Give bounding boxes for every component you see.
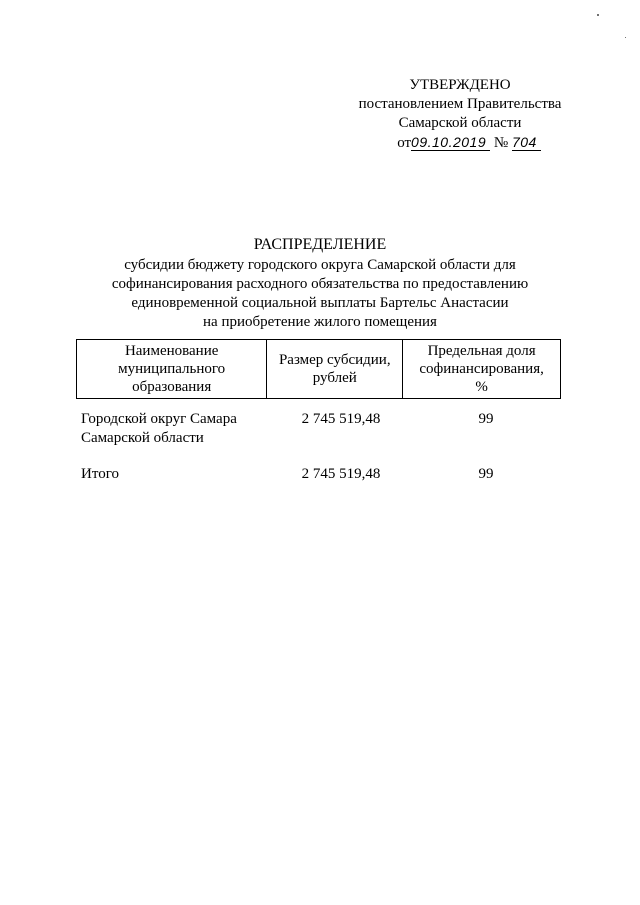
- handwritten-date: 09.10.2019: [411, 134, 490, 151]
- header-cofinancing-share: Предельная доля софинансирования, %: [403, 340, 561, 399]
- total-label: Итого: [81, 466, 119, 482]
- subtitle-line-2: софинансирования расходного обязательства по предоставлению: [111, 276, 529, 292]
- approval-date-line: [358, 133, 580, 153]
- subtitle-line-3: единовременной социальной выплаты Бартельс Анастасии: [131, 295, 509, 311]
- number-prefix: №: [493, 135, 509, 151]
- header-subsidy-amount: Размер субсидии, рублей: [267, 340, 403, 399]
- row-amount: 2 745 519,48: [301, 411, 381, 427]
- document-title: РАСПРЕДЕЛЕНИЕ: [253, 236, 387, 253]
- header-municipality: Наименование муниципального образования: [77, 340, 267, 399]
- row-municipality: Городской округ Самара Самарской области: [81, 411, 237, 446]
- total-row: [76, 465, 561, 484]
- total-amount: 2 745 519,48: [301, 466, 381, 482]
- approval-block: [340, 76, 580, 153]
- scan-speck: [597, 14, 599, 16]
- handwritten-number: 704: [512, 134, 541, 151]
- total-share: 99: [478, 466, 494, 482]
- distribution-table-header: [76, 339, 561, 399]
- document-title-block: [80, 234, 560, 332]
- scan-speck: [625, 37, 626, 38]
- subtitle-line-4: на приобретение жилого помещения: [203, 314, 437, 330]
- approval-heading: УТВЕРЖДЕНО: [409, 77, 511, 93]
- row-share: 99: [478, 411, 494, 427]
- subtitle-line-1: субсидии бюджету городского округа Самарской области для: [124, 257, 516, 273]
- table-row: [76, 410, 561, 448]
- approval-line-2: Самарской области: [398, 115, 522, 131]
- distribution-table-body: [76, 410, 561, 484]
- approval-line-1: постановлением Правительства: [358, 96, 562, 112]
- date-prefix: от: [397, 135, 412, 151]
